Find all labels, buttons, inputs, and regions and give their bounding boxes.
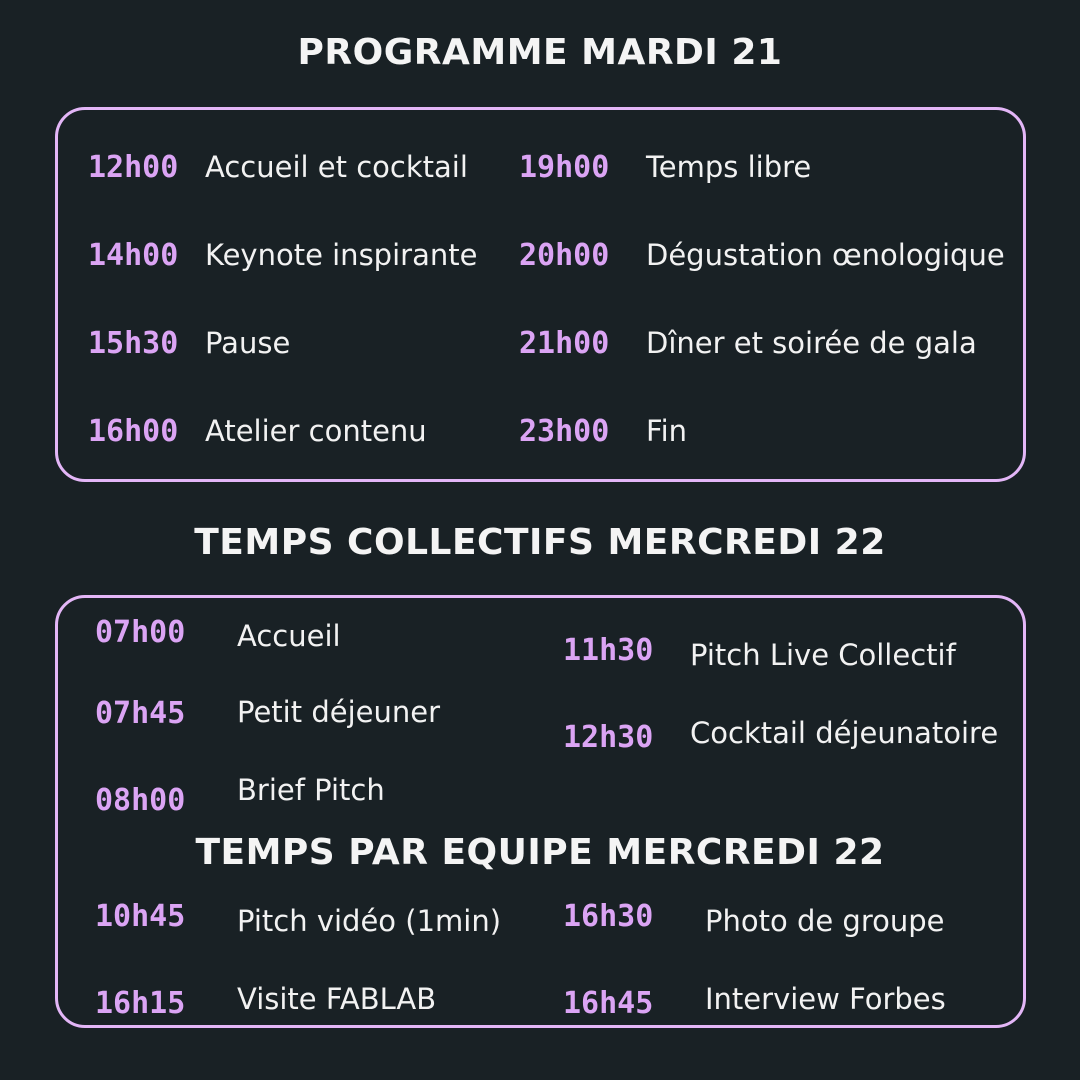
time-slot: 12h00 bbox=[88, 150, 179, 185]
event-label: Accueil bbox=[237, 619, 341, 653]
section-title-mardi: PROGRAMME MARDI 21 bbox=[297, 32, 783, 73]
section-title-collectifs: TEMPS COLLECTIFS MERCREDI 22 bbox=[194, 522, 886, 563]
time-slot: 08h00 bbox=[95, 783, 186, 818]
event-label: Temps libre bbox=[646, 150, 812, 184]
event-label: Interview Forbes bbox=[705, 982, 946, 1016]
event-label: Cocktail déjeunatoire bbox=[690, 716, 999, 750]
event-label: Petit déjeuner bbox=[237, 695, 440, 729]
time-slot: 16h00 bbox=[88, 414, 179, 449]
event-label: Dégustation œnologique bbox=[646, 238, 1005, 272]
event-label: Accueil et cocktail bbox=[205, 150, 468, 184]
section-title-equipe: TEMPS PAR EQUIPE MERCREDI 22 bbox=[195, 832, 885, 873]
time-slot: 07h00 bbox=[95, 615, 186, 650]
event-label: Pitch vidéo (1min) bbox=[237, 904, 502, 938]
event-label: Keynote inspirante bbox=[205, 238, 478, 272]
time-slot: 07h45 bbox=[95, 696, 186, 731]
time-slot: 16h45 bbox=[563, 986, 654, 1021]
time-slot: 11h30 bbox=[563, 633, 654, 668]
time-slot: 10h45 bbox=[95, 899, 186, 934]
event-label: Brief Pitch bbox=[237, 773, 385, 807]
event-label: Atelier contenu bbox=[205, 414, 427, 448]
time-slot: 14h00 bbox=[88, 238, 179, 273]
event-label: Dîner et soirée de gala bbox=[646, 326, 977, 360]
time-slot: 20h00 bbox=[519, 238, 610, 273]
time-slot: 23h00 bbox=[519, 414, 610, 449]
time-slot: 16h15 bbox=[95, 986, 186, 1021]
event-label: Pitch Live Collectif bbox=[690, 638, 956, 672]
time-slot: 15h30 bbox=[88, 326, 179, 361]
time-slot: 19h00 bbox=[519, 150, 610, 185]
event-label: Pause bbox=[205, 326, 291, 360]
event-label: Visite FABLAB bbox=[237, 982, 437, 1016]
event-label: Fin bbox=[646, 414, 688, 448]
time-slot: 21h00 bbox=[519, 326, 610, 361]
time-slot: 16h30 bbox=[563, 899, 654, 934]
time-slot: 12h30 bbox=[563, 720, 654, 755]
event-label: Photo de groupe bbox=[705, 904, 945, 938]
